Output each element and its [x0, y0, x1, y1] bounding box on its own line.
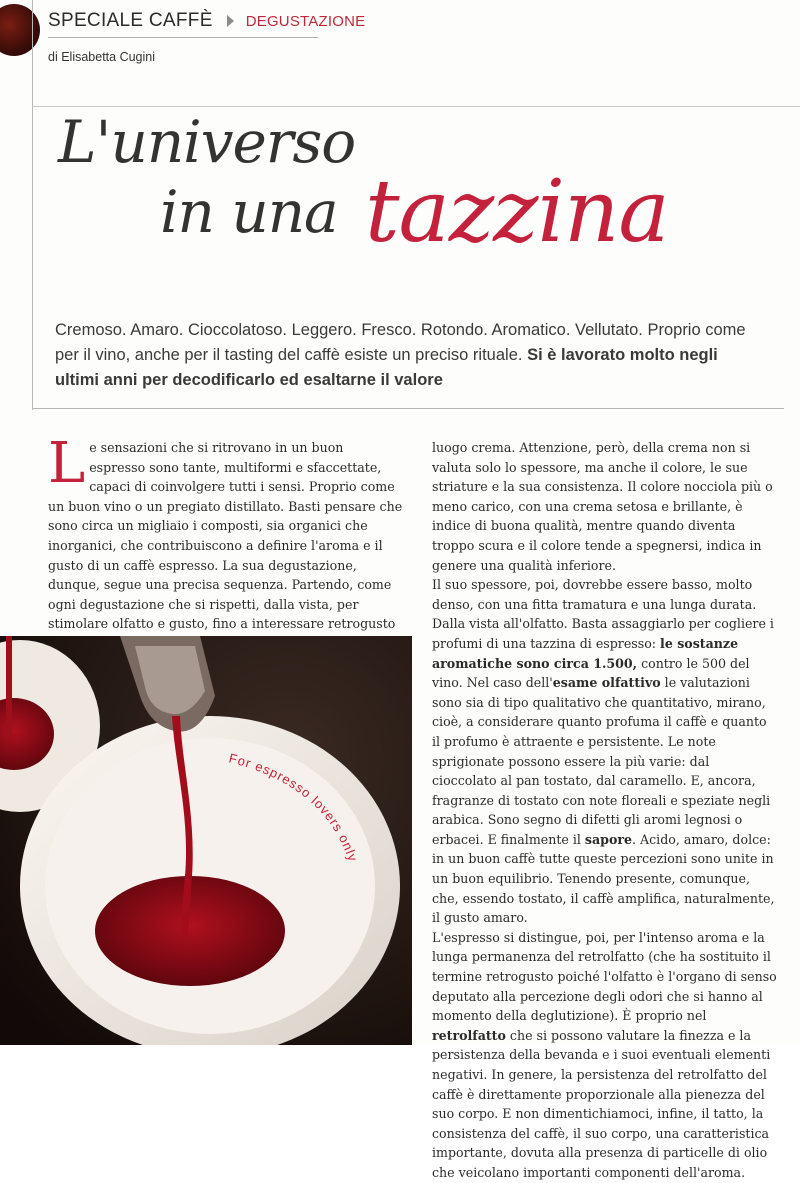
p3-text-a: Dalla vista all'olfatto. Basta assaggiarlo per cogliere i profumi di una tazzina di espresso:	[432, 616, 774, 651]
p4-text-c: che si possono valutare la finezza e la persistenza della bevanda e i suoi eventuali elementi negativi. In genere, la persistenza del retrolfatto del caffè è direttamente proporzionale alla pienezza del suo corpo. E non dimentichiamoci, infine, il tatto, la consistenza del caffè, il suo corpo, una caratteristica importante, dovuta alla presenza di particelle di olio che veicolano importanti componenti dell'aroma.	[432, 1027, 771, 1180]
section-title: SPECIALE CAFFÈ	[48, 10, 213, 31]
p3-text-e: . Acido, amaro, dolce: in un buon caffè tutte queste percezioni sono unite in un buon equilibrio. Tenendo presente, comunque, che, essendo tostato, il caffè amplifica, naturalmente, il gusto amaro.	[432, 831, 775, 926]
p3-text-c: contro le 500 del vino. Nel caso dell'	[432, 655, 750, 691]
lead-bold-text: Si è lavorato molto negli ultimi anni per decodificarlo ed esaltarne il valore	[55, 346, 718, 389]
header-divider	[32, 106, 800, 107]
right-paragraph-3	[432, 614, 777, 928]
author-byline: di Elisabetta Cugini	[48, 50, 156, 64]
right-paragraph-1: luogo crema. Attenzione, però, della crema non si valuta solo lo spessore, ma anche il colore, le sue striature e la sua consistenza. Il colore nocciola più o meno carico, con una crema setosa e brillante, è indice di buona qualità, mentre quando diventa troppo scura e il colore tende a spegnersi, indica in genere una qualità inferiore.	[432, 440, 773, 573]
headline-line-1: L'universo	[58, 108, 356, 176]
right-paragraph-4	[432, 928, 777, 1183]
espresso-photo	[0, 636, 412, 1045]
headline-line-2: in una	[160, 178, 338, 246]
lead-paragraph	[55, 318, 755, 393]
p4-text-a: L'espresso si distingue, poi, per l'intenso aroma e la lunga permanenza del retrolfatto (che ha sostituito il termine retrogusto poiché l'olfatto è l'organo di senso deputato alla percezione degli odori che si hanno al momento della deglutizione). È proprio nel	[432, 929, 777, 1024]
p3-bold-2: esame olfattivo	[552, 675, 661, 691]
dropcap: L	[48, 431, 86, 496]
section-header	[48, 10, 365, 32]
section-subtitle: DEGUSTAZIONE	[245, 12, 366, 30]
p3-text-d: le valutazioni sono sia di tipo qualitativo che quantitativo, mirano, cioè, a considerare quanto profuma il caffè e quanto il profumo è attraente e persistente. Le note sprigionate possono essere la più varie: dal cioccolato al pan tostato, dal caramello. E, ancora, fragranze di tostato con note floreali e speziate negli arabica. Sono segno di difetti gli aromi legnosi o erbacei. E finalmente il	[432, 675, 771, 847]
right-column	[432, 438, 777, 1183]
espresso-cup-illustration	[0, 636, 412, 1045]
headline-highlight: tazzina	[365, 162, 669, 262]
vertical-rule	[32, 0, 33, 410]
p3-bold-3: sapore	[584, 831, 633, 847]
lead-divider	[32, 408, 784, 409]
left-column-text: e sensazioni che si ritrovano in un buon espresso sono tante, multiformi e sfaccettate, capaci di coinvolgere tutti i sensi. Proprio come un buon vino o un pregiato distillato. Basti pensare che sono circa un migliaio i composti, sia organici che inorganici, che contribuiscono a definire l'aroma e il gusto di un caffè espresso. La sua degustazione, dunque, segue una precisa sequenza. Partendo, come ogni degustazione che si rispetti, dalla vista, per stimolare olfatto e gusto, fino a interessare retrogusto	[48, 440, 403, 632]
cup-slogan: For espresso lovers only	[227, 750, 361, 864]
p4-bold: retrolfatto	[432, 1027, 506, 1043]
section-underline	[48, 37, 318, 38]
lead-text: Cremoso. Amaro. Cioccolatoso. Leggero. Fresco. Rotondo. Aromatico. Vellutato. Proprio come per il vino, anche per il tasting del caffè esiste un preciso rituale.	[55, 321, 746, 364]
coffee-beans-logo	[0, 4, 40, 56]
arrow-right-icon	[227, 15, 234, 27]
right-paragraph-2: Il suo spessore, poi, dovrebbe essere basso, molto denso, con una fitta tramatura e una lunga durata.	[432, 577, 757, 612]
p3-bold-1: le sostanze aromatiche sono circa 1.500,	[432, 635, 739, 671]
